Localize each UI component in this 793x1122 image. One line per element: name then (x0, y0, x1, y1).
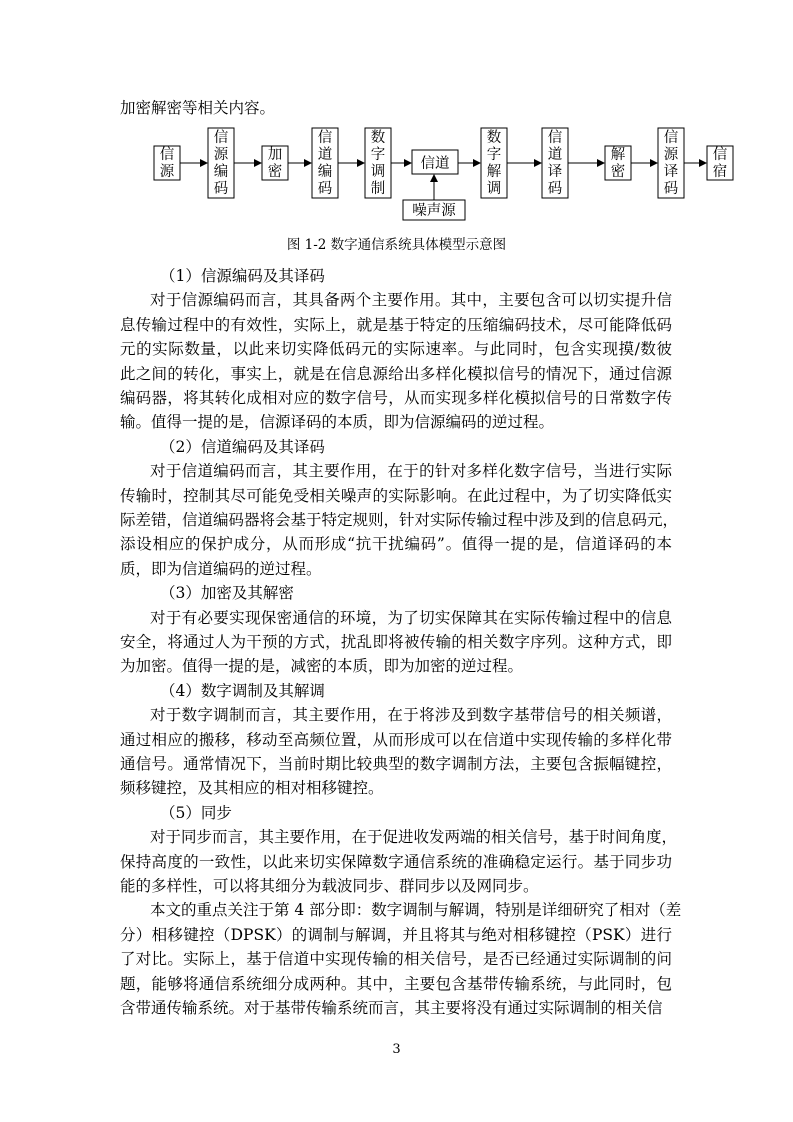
paragraph-line: 息传输过程中的有效性，实际上，就是基于特定的压缩编码技术，尽可能降低码 (120, 315, 672, 334)
paragraph-line: 输。值得一提的是，信源译码的本质，即为信源编码的逆过程。 (120, 413, 555, 432)
paragraph-line: 对于信源编码而言，其具备两个主要作用。其中，主要包含可以切实提升信 (150, 291, 672, 310)
block-label-sink: 信宿 (712, 147, 728, 180)
section-heading: （3）加密及其解密 (160, 584, 294, 603)
paragraph-line: 频移键控，及其相应的相对相移键控。 (120, 779, 384, 798)
paragraph-line: 对于同步而言，其主要作用，在于促进收发两端的相关信号，基于时间角度， (150, 828, 678, 847)
section-heading: （5）同步 (160, 803, 232, 822)
paragraph-line: 对于数字调制而言，其主要作用，在于将涉及到数字基带信号的相关频谱， (150, 706, 672, 725)
paragraph-line: 安全，将通过人为干预的方式，扰乱即将被传输的相关数字序列。这种方式，即 (120, 633, 672, 651)
section-heading: （4）数字调制及其解调 (160, 681, 325, 700)
paragraph-line: 传输时，控制其尽可能免受相关噪声的实际影响。在此过程中，为了切实降低实 (120, 486, 672, 505)
paragraph-line: 对于信道编码而言，其主要作用，在于的针对多样化数字信号，当进行实际 (150, 462, 672, 481)
page-number: 3 (392, 1042, 401, 1057)
block-label-source-decoding: 信源译码 (663, 130, 679, 197)
paragraph-line: 题，能够将通信系统细分成两种。其中，主要包含基带传输系统，与此同时，包 (120, 974, 672, 993)
figure-caption: 图 1-2 数字通信系统具体模型示意图 (286, 237, 507, 253)
communication-system-diagram (0, 0, 793, 235)
paragraph-line: 通过相应的搬移，移动至高频位置，从而形成可以在信道中实现传输的多样化带 (120, 730, 672, 749)
paragraph-line: 添设相应的保护成分，从而形成“抗干扰编码”。值得一提的是，信道译码的本 (120, 535, 672, 554)
paragraph-line: 含带通传输系统。对于基带传输系统而言，其主要将没有通过实际调制的相关信 (120, 999, 663, 1017)
paragraph-line: 此之间的转化，事实上，就是在信息源给出多样化模拟信号的情况下，通过信源 (120, 364, 672, 383)
paragraph-line: 编码器，将其转化成相对应的数字信号，从而实现多样化模拟信号的日常数字传 (120, 389, 672, 407)
paragraph-line: 能的多样性，可以将其细分为载波同步、群同步以及网同步。 (120, 877, 539, 895)
block-label-encryption: 加密 (267, 147, 283, 180)
paragraph-line: 分）相移键控（DPSK）的调制与解调，并且将其与绝对相移键控（PSK）进行 (120, 925, 672, 944)
paragraph-line: 为加密。值得一提的是，减密的本质，即为加密的逆过程。 (120, 657, 524, 676)
section-heading: （1）信源编码及其译码 (160, 267, 325, 285)
block-label-channel-encoding: 信道编码 (317, 130, 333, 197)
paragraph-line: 对于有必要实现保密通信的环境，为了切实保障其在实际传输过程中的信息 (150, 608, 672, 627)
paragraph-line: 通信号。通常情况下，当前时期比较典型的数字调制方法，主要包含振幅键控， (120, 755, 672, 773)
paragraph-line: 质，即为信道编码的逆过程。 (120, 559, 322, 578)
block-label-digital-modulation: 数字调制 (370, 130, 386, 197)
paragraph-line: 本文的重点关注于第 4 部分即：数字调制与解调，特别是详细研究了相对（差 (150, 901, 682, 920)
block-label-channel: 信道 (420, 156, 450, 172)
block-label-source: 信源 (159, 147, 175, 180)
paragraph-line: 元的实际数量，以此来切实降低码元的实际速率。与此同时，包含实现摸/数彼 (120, 340, 672, 359)
block-label-channel-decoding: 信道译码 (547, 130, 563, 197)
section-heading: （2）信道编码及其译码 (160, 437, 325, 456)
paragraph-line: 了对比。实际上，基于信道中实现传输的相关信号，是否已经通过实际调制的问 (120, 950, 672, 969)
block-label-decryption: 解密 (610, 147, 626, 180)
intro-line: 加密解密等相关内容。 (120, 99, 276, 117)
block-label-digital-demodulation: 数字解调 (486, 130, 502, 197)
block-label-noise-source: 噪声源 (412, 203, 456, 219)
block-label-source-encoding: 信源编码 (213, 130, 229, 197)
paragraph-line: 际差错，信道编码器将会基于特定规则，针对实际传输过程中涉及到的信息码元， (120, 511, 679, 529)
paragraph-line: 保持高度的一致性，以此来切实保障数字通信系统的准确稳定运行。基于同步功 (120, 852, 672, 871)
